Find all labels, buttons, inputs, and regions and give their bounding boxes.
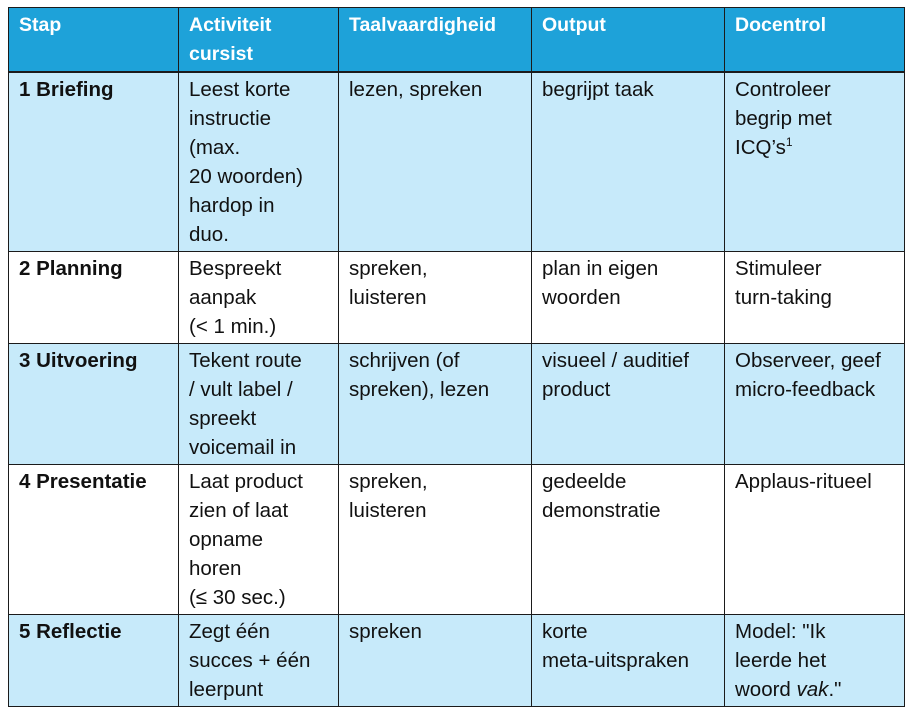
cell-output: visueel / auditief product (532, 344, 725, 465)
cell-docentrol (725, 615, 905, 707)
table-row (9, 465, 905, 615)
cell-taal: spreken, luisteren (339, 465, 532, 615)
table-row (9, 344, 905, 465)
table-container (8, 7, 905, 707)
footnote-marker: 1 (785, 135, 793, 150)
docentrol-text-pre: Model: "Ik leerde het woord (735, 620, 827, 701)
header-stap: Stap (9, 8, 179, 73)
docentrol-text-post: ." (828, 678, 842, 701)
header-output: Output (532, 8, 725, 73)
table-row (9, 252, 905, 344)
table-row (9, 615, 905, 707)
cell-activiteit: Leest korte instructie (max. 20 woorden) hardop in duo. (179, 72, 339, 252)
cell-output: begrijpt taak (532, 72, 725, 252)
cell-taal: spreken, luisteren (339, 252, 532, 344)
cell-docentrol: Stimuleer turn-taking (725, 252, 905, 344)
cell-stap: 4 Presentatie (9, 465, 179, 615)
cell-output: korte meta-uitspraken (532, 615, 725, 707)
cell-stap: 3 Uitvoering (9, 344, 179, 465)
cell-output: plan in eigen woorden (532, 252, 725, 344)
cell-activiteit: Laat product zien of laat opname horen (≤ 30 sec.) (179, 465, 339, 615)
cell-taal: schrijven (of spreken), lezen (339, 344, 532, 465)
header-docentrol: Docentrol (725, 8, 905, 73)
cell-stap: 5 Reflectie (9, 615, 179, 707)
cell-docentrol: Applaus-ritueel (725, 465, 905, 615)
lesson-steps-table (8, 7, 905, 707)
cell-output: gedeelde demonstratie (532, 465, 725, 615)
cell-docentrol: Observeer, geef micro-feedback (725, 344, 905, 465)
cell-taal: lezen, spreken (339, 72, 532, 252)
header-activiteit: Activiteit cursist (179, 8, 339, 73)
cell-activiteit: Zegt één succes + één leerpunt (179, 615, 339, 707)
cell-docentrol (725, 72, 905, 252)
table-header-row (9, 8, 905, 73)
docentrol-text: Controleer begrip met ICQ’s (735, 78, 832, 159)
cell-stap: 1 Briefing (9, 72, 179, 252)
docentrol-text-emphasis: vak (796, 678, 829, 701)
header-taalvaardigheid: Taalvaardigheid (339, 8, 532, 73)
cell-stap: 2 Planning (9, 252, 179, 344)
cell-taal: spreken (339, 615, 532, 707)
table-row (9, 72, 905, 252)
cell-activiteit: Tekent route / vult label / spreekt voicemail in (179, 344, 339, 465)
cell-activiteit: Bespreekt aanpak (< 1 min.) (179, 252, 339, 344)
